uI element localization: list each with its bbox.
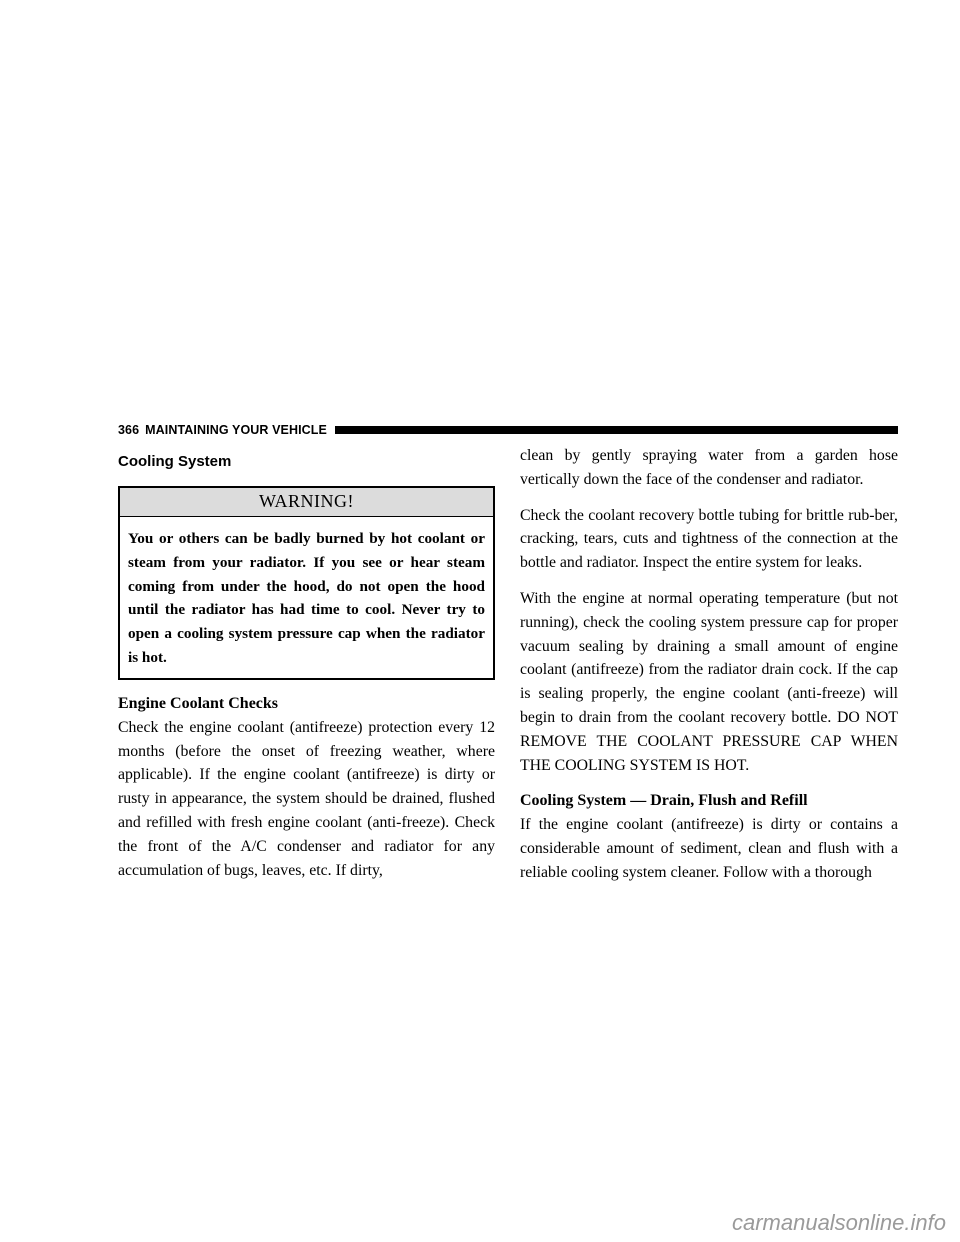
warning-box — [118, 486, 495, 680]
engine-coolant-checks-heading: Engine Coolant Checks — [118, 694, 279, 712]
section-title: Cooling System — [118, 453, 232, 470]
pressure-cap-paragraph: With the engine at normal operating temperature (but not running), check the cooling system pressure cap for proper vacuum sealing by draining a small amount of engine coolant (antifreeze) from the radiator drain cock. If the cap is sealing properly, the engine coolant (anti-freeze) will begin to drain from the coolant recovery bottle. DO NOT REMOVE THE COOLANT PRESSURE CAP WHEN THE COOLING SYSTEM IS HOT. — [520, 589, 898, 774]
tubing-check-paragraph: Check the coolant recovery bottle tubing for brittle rub-ber, cracking, tears, cuts and tightness of the connection at the bottle and radiator. Inspect the entire system for leaks. — [520, 506, 898, 572]
drain-flush-refill-heading: Cooling System — Drain, Flush and Refill — [520, 792, 808, 810]
page-header — [118, 422, 898, 438]
watermark: carmanualsonline.info — [731, 1210, 946, 1235]
left-column — [118, 450, 495, 882]
right-column — [520, 444, 898, 885]
engine-coolant-checks-paragraph: Check the engine coolant (antifreeze) protection every 12 months (before the onset of freezing weather, where applicable). If the engine coolant (antifreeze) is dirty or rusty in appearance, the system should be drained, flushed and refilled with fresh engine coolant (anti-freeze). Check the front of the A/C condenser and radiator for any accumulation of bugs, leaves, etc. If dirty, — [118, 718, 495, 879]
warning-title: WARNING! — [120, 488, 493, 517]
page-number: 366 — [118, 423, 140, 437]
warning-text: You or others can be badly burned by hot coolant or steam from your radiator. If you see or hear steam coming from under the hood, do not open the hood until the radiator has had time to cool. Never try to open a cooling system pressure cap when the radiator is hot. — [128, 530, 485, 666]
continuation-paragraph: clean by gently spraying water from a garden hose vertically down the face of the condenser and radiator. — [520, 447, 898, 488]
drain-flush-refill-paragraph: If the engine coolant (antifreeze) is dirty or contains a considerable amount of sediment, clean and flush with a reliable cooling system cleaner. Follow with a thorough — [520, 816, 898, 881]
header-rule — [335, 426, 898, 434]
section-name: MAINTAINING YOUR VEHICLE — [145, 423, 327, 437]
